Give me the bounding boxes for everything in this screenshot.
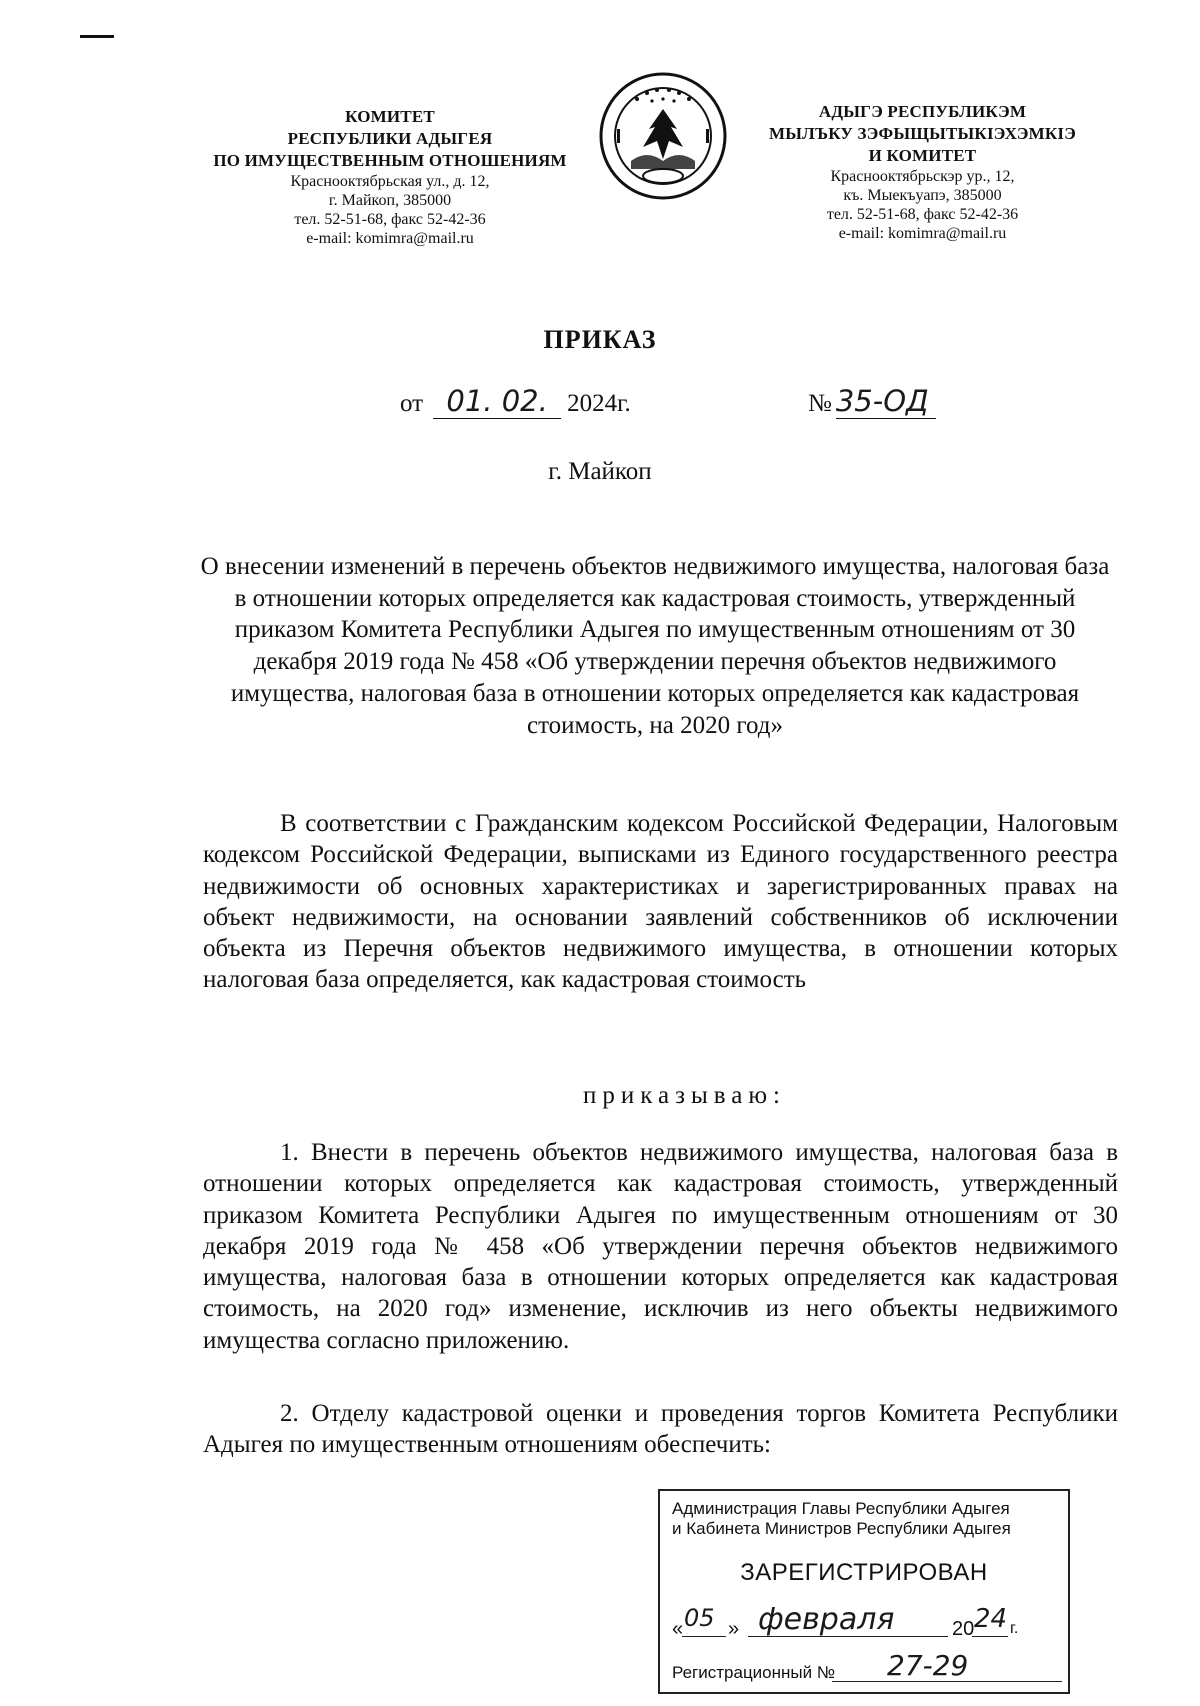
document-title: ПРИКАЗ: [543, 325, 657, 354]
stamp-regnum-underline: [832, 1681, 1062, 1682]
number-handwritten: 35-ОД: [835, 384, 929, 418]
orders-word: приказываю:: [583, 1082, 786, 1109]
item-1-paragraph: 1. Внести в перечень объектов недвижимого имущества, налоговая база в отношении которых определяется как кадастровая стоимость, утвержденный приказом Комитета Республики Адыгея по имущественным отношениям от 30 декабря 2019 года № 458 «Об утверждении перечня объектов недвижимого имущества, налоговая база в отношении которых определяется как кадастровая стоимость, на 2020 год» изменение, исключив из него объекты недвижимого имущества согласно приложению.: [203, 1139, 1118, 1354]
stamp-regnum: 27-29: [887, 1649, 969, 1682]
header-right-email: e-mail: komimra@mail.ru: [838, 225, 1007, 242]
date-prefix: от: [400, 390, 424, 417]
header-left-email: e-mail: komimra@mail.ru: [306, 230, 474, 247]
stamp-quote-open: «: [672, 1618, 684, 1640]
order-date: [400, 384, 631, 419]
order-number: [808, 384, 936, 419]
header-right-line1: АДЫГЭ РЕСПУБЛИКЭМ: [818, 102, 1027, 121]
coat-of-arms-emblem: [597, 69, 729, 203]
order-subject: О внесении изменений в перечень объектов недвижимого имущества, налоговая база в отношении которых определяется как кадастровая стоимость, утвержденный приказом Комитета Республики Адыгея по имущественным отношениям от 30 декабря 2019 года № 458 «Об утверждении перечня объектов недвижимого имущества, налоговая база в отношении которых определяется как кадастровая стоимость, на 2020 год»: [200, 553, 1110, 739]
stamp-year-suffix: 24: [974, 1604, 1008, 1634]
header-right-line2: МЫЛЪКУ ЗЭФЫЩЫТЫКIЭХЭМКIЭ: [769, 124, 1076, 143]
header-left-block: [190, 106, 590, 248]
stamp-regnum-row: [672, 1649, 1062, 1687]
stamp-day-underline: [682, 1636, 726, 1637]
header-left-line3: ПО ИМУЩЕСТВЕННЫМ ОТНОШЕНИЯМ: [213, 151, 567, 170]
stamp-org-line2: и Кабинета Министров Республики Адыгея: [672, 1519, 1011, 1538]
stamp-regnum-label: Регистрационный №: [672, 1663, 836, 1682]
stamp-year-unit: г.: [1010, 1620, 1019, 1637]
header-right-line3: И КОМИТЕТ: [868, 146, 977, 165]
stamp-year-underline: [972, 1636, 1008, 1637]
stamp-month: февраля: [758, 1602, 895, 1637]
preamble-paragraph: В соответствии с Гражданским кодексом Российской Федерации, Налоговым кодексом Российской Федерации, выписками из Единого государственного реестра недвижимости об основных характеристиках и зарегистрированных правах на объект недвижимости, на основании заявлений собственников об исключении объекта из Перечня объектов недвижимого имущества, в отношении которых налоговая база определяется, как кадастровая стоимость: [203, 810, 1118, 994]
date-handwritten-field: [433, 384, 561, 419]
header-right-block: [735, 101, 1110, 243]
stamp-day: 05: [684, 1604, 715, 1632]
date-handwritten: 01. 02.: [446, 384, 548, 418]
stamp-year-prefix: 20: [952, 1618, 975, 1640]
margin-dash-mark: [80, 35, 114, 38]
stamp-org-line1: Администрация Главы Республики Адыгея: [672, 1499, 1010, 1518]
item-2-paragraph: 2. Отделу кадастровой оценки и проведения торгов Комитета Республики Адыгея по имущественным отношениям обеспечить:: [203, 1400, 1118, 1459]
header-left-address2: г. Майкоп, 385000: [328, 192, 452, 209]
header-right-phone: тел. 52-51-68, факс 52-42-36: [826, 206, 1019, 223]
city: г. Майкоп: [548, 458, 652, 485]
registration-stamp: [658, 1489, 1070, 1694]
stamp-date-row: [672, 1602, 1062, 1646]
number-prefix: №: [808, 390, 832, 417]
emblem-icon: [597, 69, 729, 203]
header-left-line2: РЕСПУБЛИКИ АДЫГЕЯ: [287, 129, 493, 148]
stamp-organization: [672, 1499, 1011, 1539]
stamp-month-underline: [748, 1636, 948, 1637]
header-right-address1: Краснооктябрьскэр ур., 12,: [830, 168, 1015, 185]
date-suffix: 2024г.: [567, 390, 631, 417]
number-handwritten-field: [836, 384, 936, 419]
header-right-address2: къ. Мыекъуапэ, 385000: [843, 187, 1002, 204]
stamp-status: ЗАРЕГИСТРИРОВАН: [740, 1559, 988, 1586]
stamp-quote-close: »: [728, 1618, 740, 1640]
header-left-line1: КОМИТЕТ: [345, 107, 435, 126]
header-left-address1: Краснооктябрьская ул., д. 12,: [290, 173, 490, 190]
header-left-phone: тел. 52-51-68, факс 52-42-36: [294, 211, 486, 228]
